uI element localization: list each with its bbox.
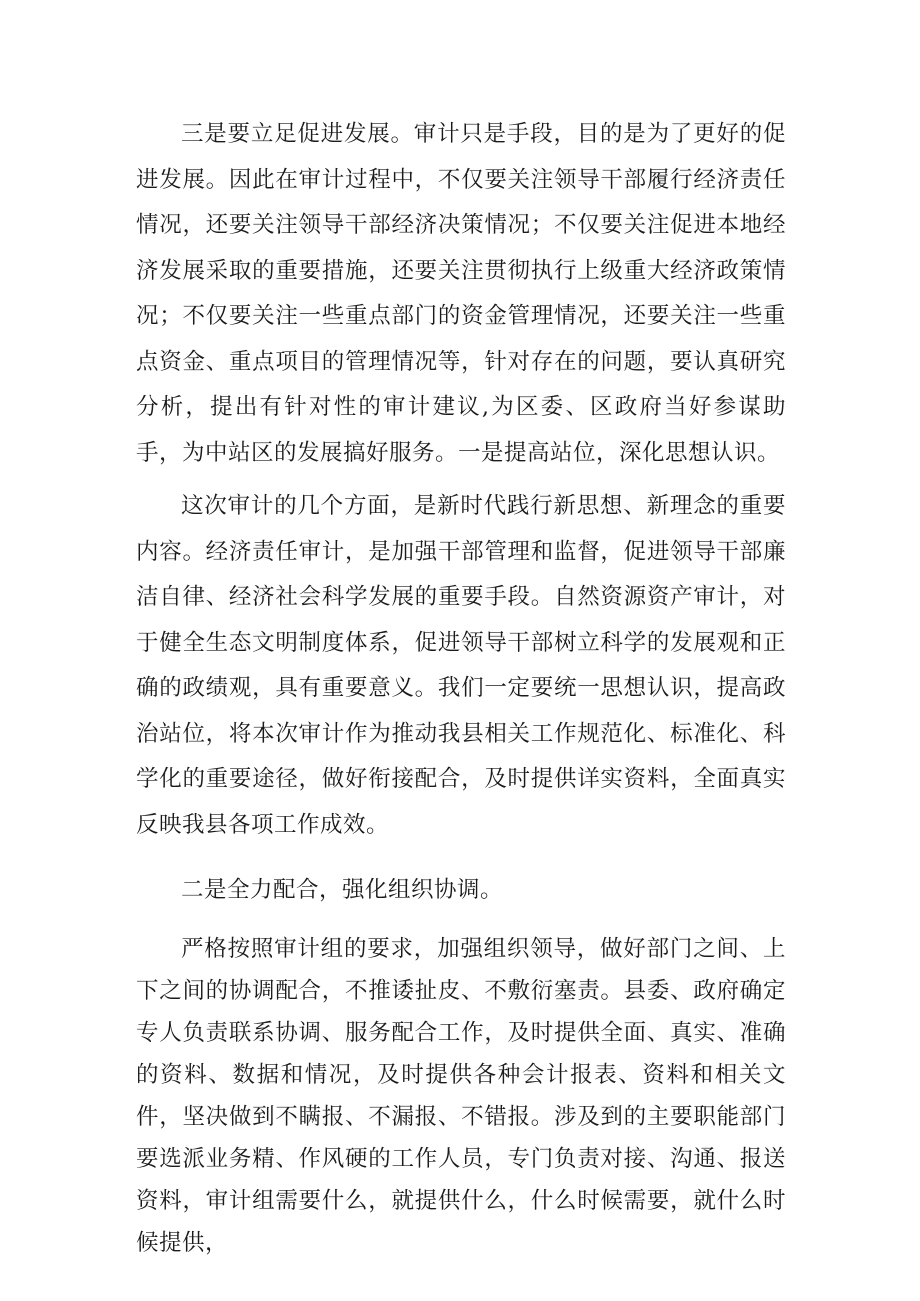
document-page	[136, 112, 786, 1264]
paragraph-promote-development: 三是要立足促进发展。审计只是手段，目的是为了更好的促进发展。因此在审计过程中，不仅要关注领导干部履行经济责任情况，还要关注领导干部经济决策情况；不仅要关注促进本地经济发展采取的重要措施，还要关注贯彻执行上级重大经济政策情况；不仅要关注一些重点部门的资金管理情况，还要关注一些重点资金、重点项目的管理情况等，针对存在的问题，要认真研究分析，提出有针对性的审计建议,为区委、区政府当好参谋助手，为中站区的发展搞好服务。一是提高站位，深化思想认识。	[136, 121, 786, 466]
paragraph-audit-requirements: 严格按照审计组的要求，加强组织领导，做好部门之间、上下之间的协调配合，不推诿扯皮、不敷衍塞责。县委、政府确定专人负责联系协调、服务配合工作，及时提供全面、真实、准确的资料、数据和情况，及时提供各种会计报表、资料和相关文件，坚决做到不瞒报、不漏报、不错报。涉及到的主要职能部门要选派业务精、作风硬的工作人员，专门负责对接、沟通、报送资料，审计组需要什么，就提供什么，什么时候需要，就什么时候提供，	[136, 935, 786, 1256]
paragraph-audit-aspects: 这次审计的几个方面，是新时代践行新思想、新理念的重要内容。经济责任审计，是加强干部管理和监督，促进领导干部廉洁自律、经济社会科学发展的重要手段。自然资源资产审计，对于健全生态文明制度体系，促进领导干部树立科学的发展观和正确的政绩观，具有重要意义。我们一定要统一思想认识，提高政治站位，将本次审计作为推动我县相关工作规范化、标准化、科学化的重要途径，做好衔接配合，及时提供详实资料，全面真实反映我县各项工作成效。	[136, 493, 786, 838]
paragraph-heading-cooperation: 二是全力配合，强化组织协调。	[181, 877, 504, 903]
